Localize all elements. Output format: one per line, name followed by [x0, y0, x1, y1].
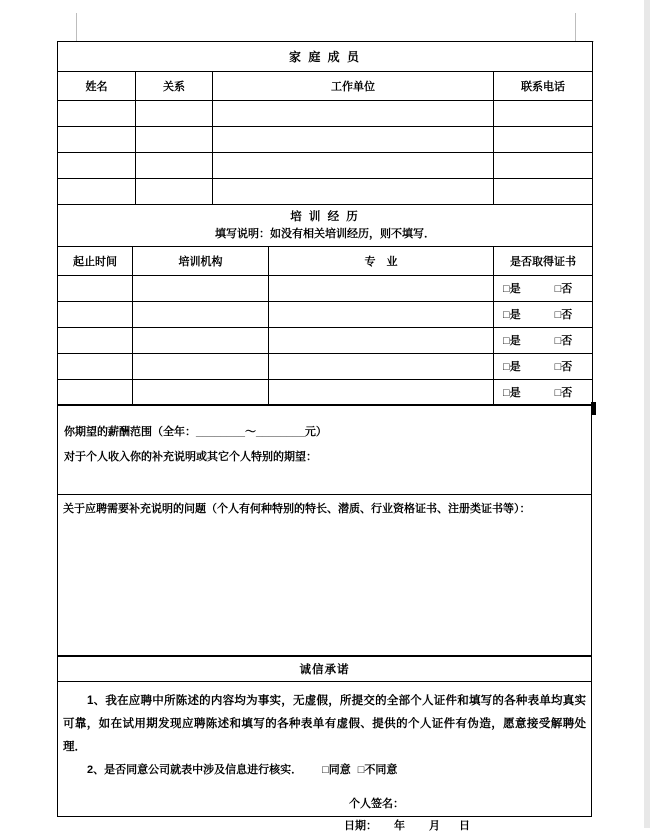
certificate-no-checkbox[interactable]: □否	[554, 309, 573, 321]
training-header-period: 起止时间	[58, 246, 133, 275]
training-period-cell[interactable]	[58, 379, 133, 405]
family-name-cell[interactable]	[58, 127, 136, 153]
training-institution-cell[interactable]	[133, 327, 269, 353]
training-major-cell[interactable]	[269, 275, 494, 301]
commitment-item1: 1、我在应聘中所陈述的内容均为事实，无虚假，所提交的全部个人证件和填写的各种表单均真实可靠，如在试用期发现应聘陈述和填写的各种表单有虚假、提供的个人证件有伪造，愿意接受解聘处理．	[63, 694, 586, 753]
family-relation-cell[interactable]	[136, 101, 213, 127]
training-major-cell[interactable]	[269, 327, 494, 353]
training-institution-cell[interactable]	[133, 379, 269, 405]
training-row	[58, 379, 593, 405]
certificate-no-checkbox[interactable]: □否	[554, 283, 573, 295]
training-institution-cell[interactable]	[133, 275, 269, 301]
family-workunit-cell[interactable]	[213, 127, 494, 153]
training-major-cell[interactable]	[269, 353, 494, 379]
date-month-label[interactable]: 月	[429, 819, 440, 832]
salary-expectation-box	[57, 404, 592, 495]
certificate-yes-checkbox[interactable]: □是	[503, 309, 521, 321]
training-institution-cell[interactable]	[133, 301, 269, 327]
family-relation-cell[interactable]	[136, 179, 213, 205]
family-row	[58, 153, 593, 179]
salary-note-line[interactable]: 对于个人收入你的补充说明或其它个人特别的期望：	[64, 451, 317, 463]
commitment-item2	[63, 759, 586, 782]
family-phone-cell[interactable]	[494, 101, 593, 127]
family-members-table	[57, 41, 593, 205]
training-major-cell[interactable]	[269, 301, 494, 327]
family-section-title: 家 庭 成 员	[58, 42, 593, 72]
training-section-title: 培 训 经 历	[290, 210, 360, 223]
training-institution-cell[interactable]	[133, 353, 269, 379]
training-period-cell[interactable]	[58, 353, 133, 379]
family-relation-cell[interactable]	[136, 127, 213, 153]
date-year-label[interactable]: 年	[394, 819, 405, 832]
table-border-adjust-mark	[591, 402, 596, 415]
family-workunit-cell[interactable]	[213, 101, 494, 127]
training-period-cell[interactable]	[58, 327, 133, 353]
training-note: 填写说明：如没有相关培训经历，则不填写．	[215, 227, 435, 240]
training-history-table	[57, 204, 593, 406]
certificate-yes-checkbox[interactable]: □是	[503, 335, 521, 347]
training-header-certificate: 是否取得证书	[494, 246, 593, 275]
family-relation-cell[interactable]	[136, 153, 213, 179]
margin-crop-mark-top-right-v	[575, 13, 576, 41]
date-label[interactable]: 日期：	[344, 819, 377, 832]
training-header-institution: 培训机构	[133, 246, 269, 275]
signature-line	[58, 796, 591, 813]
training-row	[58, 353, 593, 379]
family-header-name: 姓名	[58, 72, 136, 101]
family-name-cell[interactable]	[58, 179, 136, 205]
supplement-box	[57, 494, 592, 657]
family-row	[58, 101, 593, 127]
scrollbar-track[interactable]	[644, 0, 650, 828]
training-period-cell[interactable]	[58, 301, 133, 327]
family-row	[58, 127, 593, 153]
agree-checkbox[interactable]: □同意	[322, 763, 351, 776]
training-row	[58, 327, 593, 353]
certificate-yes-checkbox[interactable]: □是	[503, 361, 521, 373]
commitment-title: 诚信承诺	[299, 663, 350, 676]
family-header-phone: 联系电话	[494, 72, 593, 101]
salary-range-line[interactable]: 你期望的薪酬范围（全年：________～________元）	[64, 426, 327, 438]
date-day-label[interactable]: 日	[459, 819, 470, 832]
commitment-body	[57, 681, 592, 832]
training-period-cell[interactable]	[58, 275, 133, 301]
date-line	[58, 818, 591, 835]
family-name-cell[interactable]	[58, 101, 136, 127]
margin-crop-mark-top-left-v	[76, 13, 77, 41]
family-phone-cell[interactable]	[494, 179, 593, 205]
family-workunit-cell[interactable]	[213, 153, 494, 179]
training-row	[58, 301, 593, 327]
family-phone-cell[interactable]	[494, 127, 593, 153]
disagree-checkbox[interactable]: □不同意	[357, 763, 398, 776]
certificate-no-checkbox[interactable]: □否	[554, 361, 573, 373]
commitment-item2-text: 2、是否同意公司就表中涉及信息进行核实．	[87, 763, 303, 776]
signature-label[interactable]: 个人签名：	[349, 797, 404, 810]
certificate-no-checkbox[interactable]: □否	[554, 387, 573, 399]
training-major-cell[interactable]	[269, 379, 494, 405]
training-header-major: 专 业	[269, 246, 494, 275]
family-workunit-cell[interactable]	[213, 179, 494, 205]
certificate-yes-checkbox[interactable]: □是	[503, 283, 521, 295]
commitment-title-row	[57, 655, 592, 682]
training-row	[58, 275, 593, 301]
family-header-workunit: 工作单位	[213, 72, 494, 101]
certificate-no-checkbox[interactable]: □否	[554, 335, 573, 347]
supplement-question[interactable]: 关于应聘需要补充说明的问题（个人有何种特别的特长、潜质、行业资格证书、注册类证书等）：	[63, 502, 531, 515]
family-phone-cell[interactable]	[494, 153, 593, 179]
certificate-yes-checkbox[interactable]: □是	[503, 387, 521, 399]
form-content	[57, 41, 592, 832]
family-row	[58, 179, 593, 205]
family-name-cell[interactable]	[58, 153, 136, 179]
family-header-relation: 关系	[136, 72, 213, 101]
